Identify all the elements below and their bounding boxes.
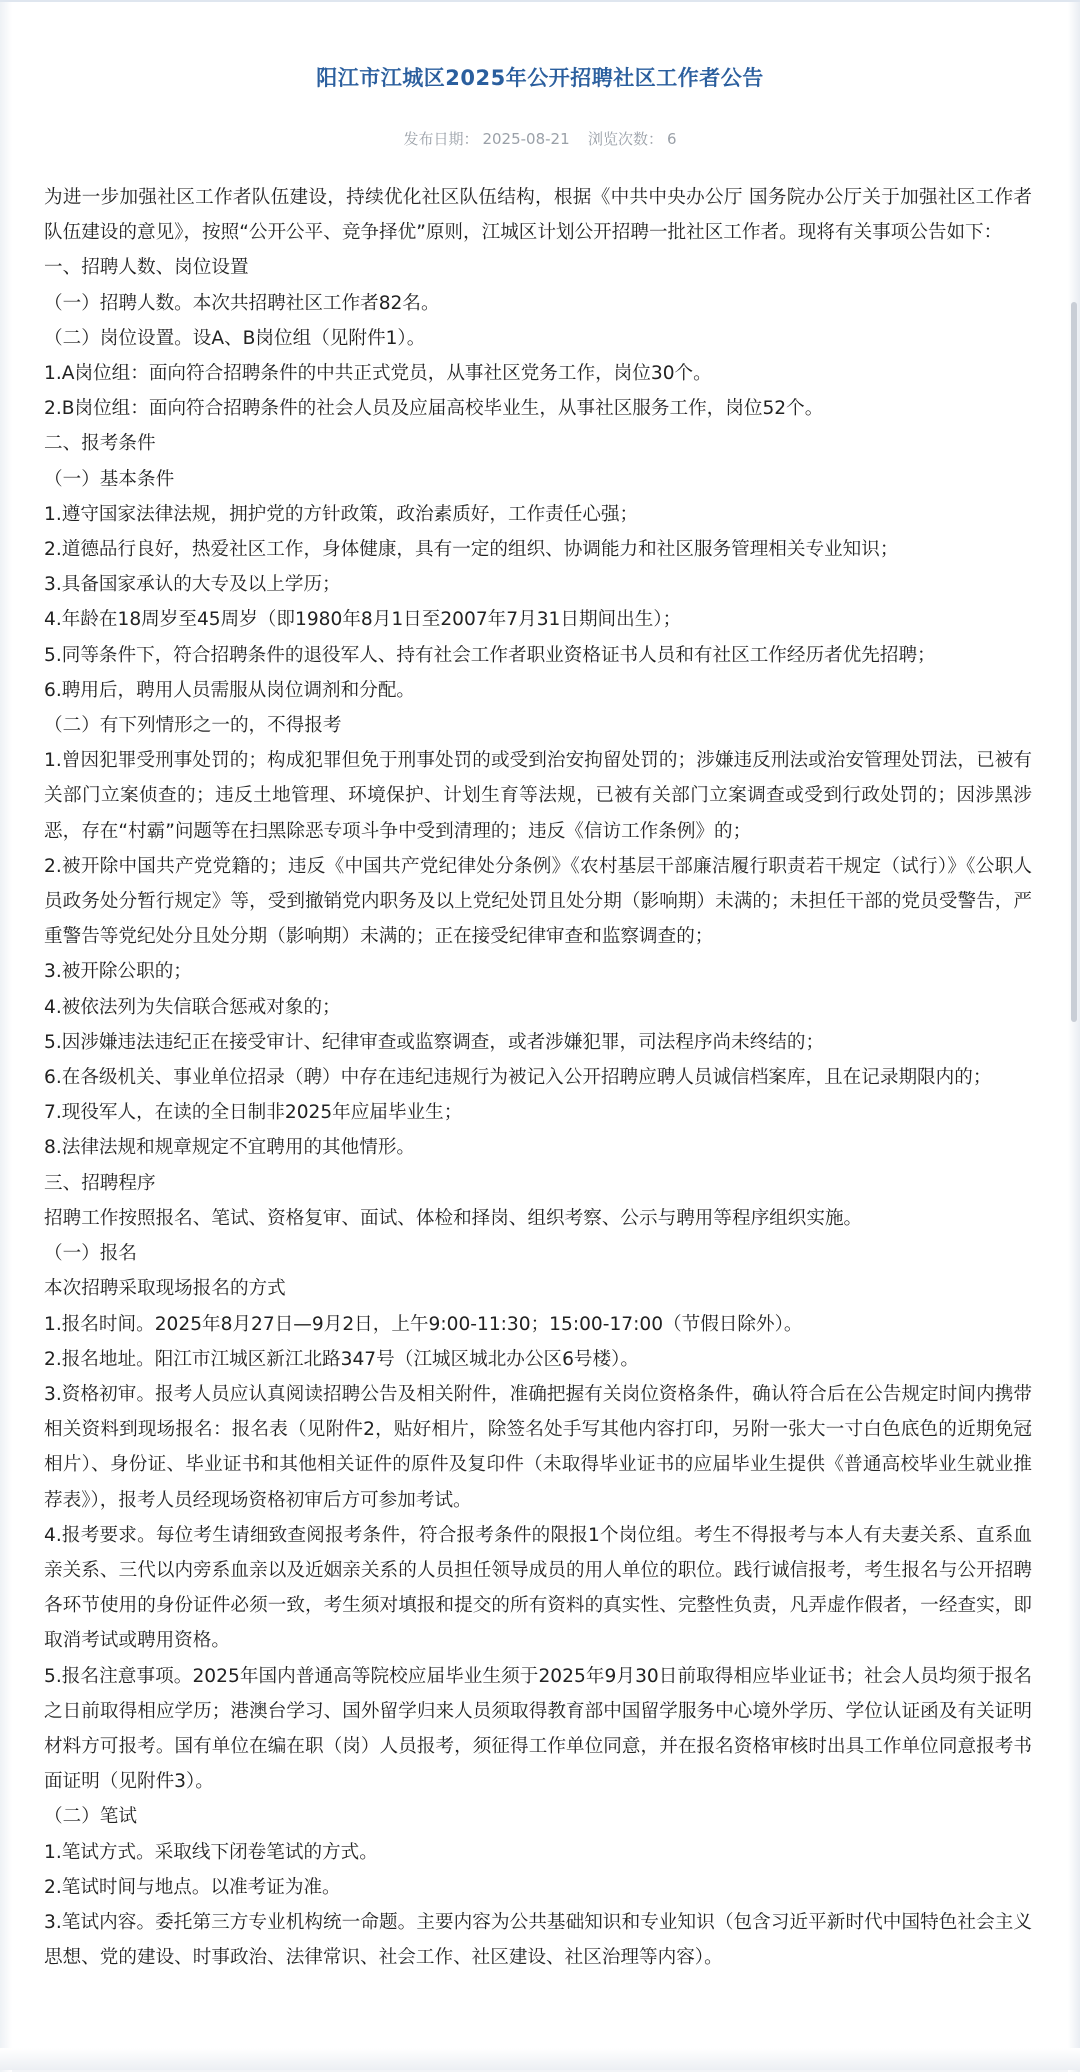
page-edge-left xyxy=(0,2,12,2072)
article-paragraph: 4.被依法列为失信联合惩戒对象的； xyxy=(44,996,341,1018)
article-title: 阳江市江城区2025年公开招聘社区工作者公告 xyxy=(316,66,764,90)
article-paragraph: 3.笔试内容。委托第三方专业机构统一命题。主要内容为公共基础知识和专业知识（包含习近平新时代中国特色社会主义思想、党的建设、时事政治、法律常识、社会工作、社区建设、社区治理等内容）。 xyxy=(44,1911,1032,1969)
article-paragraph: 6.在各级机关、事业单位招录（聘）中存在违纪违规行为被记入公开招聘应聘人员诚信档案库，且在记录期限内的； xyxy=(44,1067,992,1089)
article-paragraph: 1.A岗位组：面向符合招聘条件的中共正式党员，从事社区党务工作，岗位30个。 xyxy=(44,363,712,385)
article-paragraph: （一）报名 xyxy=(44,1243,137,1265)
article-paragraph: 4.报考要求。每位考生请细致查阅报考条件，符合报考条件的限报1个岗位组。考生不得报考与本人有夫妻关系、直系血亲关系、三代以内旁系血亲以及近姻亲关系的人员担任领导成员的用人单位的职位。践行诚信报考，考生报名与公开招聘各环节使用的身份证件必须一致，考生须对填报和提交的所有资料的真实性、完整性负责，凡弄虚作假者，一经查实，即取消考试或聘用资格。 xyxy=(44,1524,1032,1652)
article-paragraph: 2.道德品行良好，热爱社区工作，身体健康，具有一定的组织、协调能力和社区服务管理相关专业知识； xyxy=(44,539,899,561)
article-paragraph: （二）岗位设置。设A、B岗位组（见附件1）。 xyxy=(44,327,426,349)
article-paragraph: 三、招聘程序 xyxy=(44,1172,156,1194)
article-paragraph: 本次招聘采取现场报名的方式 xyxy=(44,1278,286,1300)
article-paragraph: 1.报名时间。2025年8月27日—9月2日，上午9:00-11:30；15:00-17:00（节假日除外）。 xyxy=(44,1313,803,1335)
article-paragraph: 8.法律法规和规章规定不宜聘用的其他情形。 xyxy=(44,1137,416,1159)
article-paragraph: 2.被开除中国共产党党籍的；违反《中国共产党纪律处分条例》《农村基层干部廉洁履行职责若干规定（试行）》《公职人员政务处分暂行规定》等，受到撤销党内职务及以上党纪处罚且处分期（影响期）未满的；未担任干部的党员受警告，严重警告等党纪处分且处分期（影响期）未满的；正在接受纪律审查和监察调查的； xyxy=(44,855,1032,948)
article-paragraph: 7.现役军人，在读的全日制非2025年应届毕业生； xyxy=(44,1102,463,1124)
article-paragraph: 6.聘用后，聘用人员需服从岗位调剂和分配。 xyxy=(44,679,416,701)
article-paragraph: 2.报名地址。阳江市江城区新江北路347号（江城区城北办公区6号楼）。 xyxy=(44,1348,639,1370)
article-paragraph: 招聘工作按照报名、笔试、资格复审、面试、体检和择岗、组织考察、公示与聘用等程序组织实施。 xyxy=(44,1207,863,1229)
article-paragraph: （二）有下列情形之一的，不得报考 xyxy=(44,715,342,737)
article-paragraph: （一）招聘人数。本次共招聘社区工作者82名。 xyxy=(44,292,440,314)
article-paragraph: 5.报名注意事项。2025年国内普通高等院校应届毕业生须于2025年9月30日前取得相应毕业证书；社会人员均须于报名之日前取得相应学历；港澳台学习、国外留学归来人员须取得教育部中国留学服务中心境外学历、学位认证函及有关证明材料方可报考。国有单位在编在职（岗）人员报考，须征得工作单位同意，并在报名资格审核时出具工作单位同意报考书面证明（见附件3）。 xyxy=(44,1665,1032,1793)
article-paragraph: 为进一步加强社区工作者队伍建设，持续优化社区队伍结构，根据《中共中央办公厅 国务院办公厅关于加强社区工作者队伍建设的意见》，按照“公开公平、竞争择优”原则，江城区计划公开招聘一批社区工作者。现将有关事项公告如下： xyxy=(44,187,1032,244)
article-paragraph: 3.被开除公职的； xyxy=(44,961,192,983)
publish-date-label: 发布日期： xyxy=(403,130,479,148)
article-paragraph: （一）基本条件 xyxy=(44,468,175,490)
article-paragraph: （二）笔试 xyxy=(44,1806,137,1828)
article-paragraph: 二、报考条件 xyxy=(44,433,156,455)
article-paragraph: 3.具备国家承认的大专及以上学历； xyxy=(44,574,341,596)
article-paragraph: 1.遵守国家法律法规，拥护党的方针政策，政治素质好，工作责任心强； xyxy=(44,503,639,525)
article-paragraph: 5.同等条件下，符合招聘条件的退役军人、持有社会工作者职业资格证书人员和有社区工作经历者优先招聘； xyxy=(44,644,936,666)
scrollbar-thumb[interactable] xyxy=(1071,302,1077,1022)
article-paragraph: 1.笔试方式。采取线下闭卷笔试的方式。 xyxy=(44,1841,378,1863)
view-count-label: 浏览次数： xyxy=(587,130,663,148)
bottom-fade xyxy=(0,2048,1080,2070)
article-paragraph: 1.曾因犯罪受刑事处罚的；构成犯罪但免于刑事处罚的或受到治安拘留处罚的；涉嫌违反刑法或治安管理处罚法，已被有关部门立案侦查的；违反土地管理、环境保护、计划生育等法规，已被有关部门立案调查或受到行政处罚的；因涉黑涉恶，存在“村霸”问题等在扫黑除恶专项斗争中受到清理的；违反《信访工作条例》的； xyxy=(44,750,1032,842)
article-paragraph: 一、招聘人数、岗位设置 xyxy=(44,257,249,279)
article-paragraph: 2.笔试时间与地点。以准考证为准。 xyxy=(44,1876,341,1898)
article-paragraph: 2.B岗位组：面向符合招聘条件的社会人员及应届高校毕业生，从事社区服务工作，岗位52个。 xyxy=(44,398,824,420)
article-meta xyxy=(0,128,1080,149)
article-paragraph: 3.资格初审。报考人员应认真阅读招聘公告及相关附件，准确把握有关岗位资格条件，确认符合后在公告规定时间内携带相关资料到现场报名：报名表（见附件2，贴好相片，除签名处手写其他内容打印，另附一张大一寸白色底色的近期免冠相片）、身份证、毕业证书和其他相关证件的原件及复印件（未取得毕业证书的应届毕业生提供《普通高校毕业生就业推荐表》），报考人员经现场资格初审后方可参加考试。 xyxy=(44,1383,1032,1511)
publish-date: 2025-08-21 xyxy=(482,130,570,148)
article-paragraph: 4.年龄在18周岁至45周岁（即1980年8月1日至2007年7月31日期间出生）； xyxy=(44,609,682,631)
article-body xyxy=(44,180,1032,1975)
article-paragraph: 5.因涉嫌违法违纪正在接受审计、纪律审查或监察调查，或者涉嫌犯罪，司法程序尚未终结的； xyxy=(44,1031,825,1053)
view-count: 6 xyxy=(666,130,677,148)
